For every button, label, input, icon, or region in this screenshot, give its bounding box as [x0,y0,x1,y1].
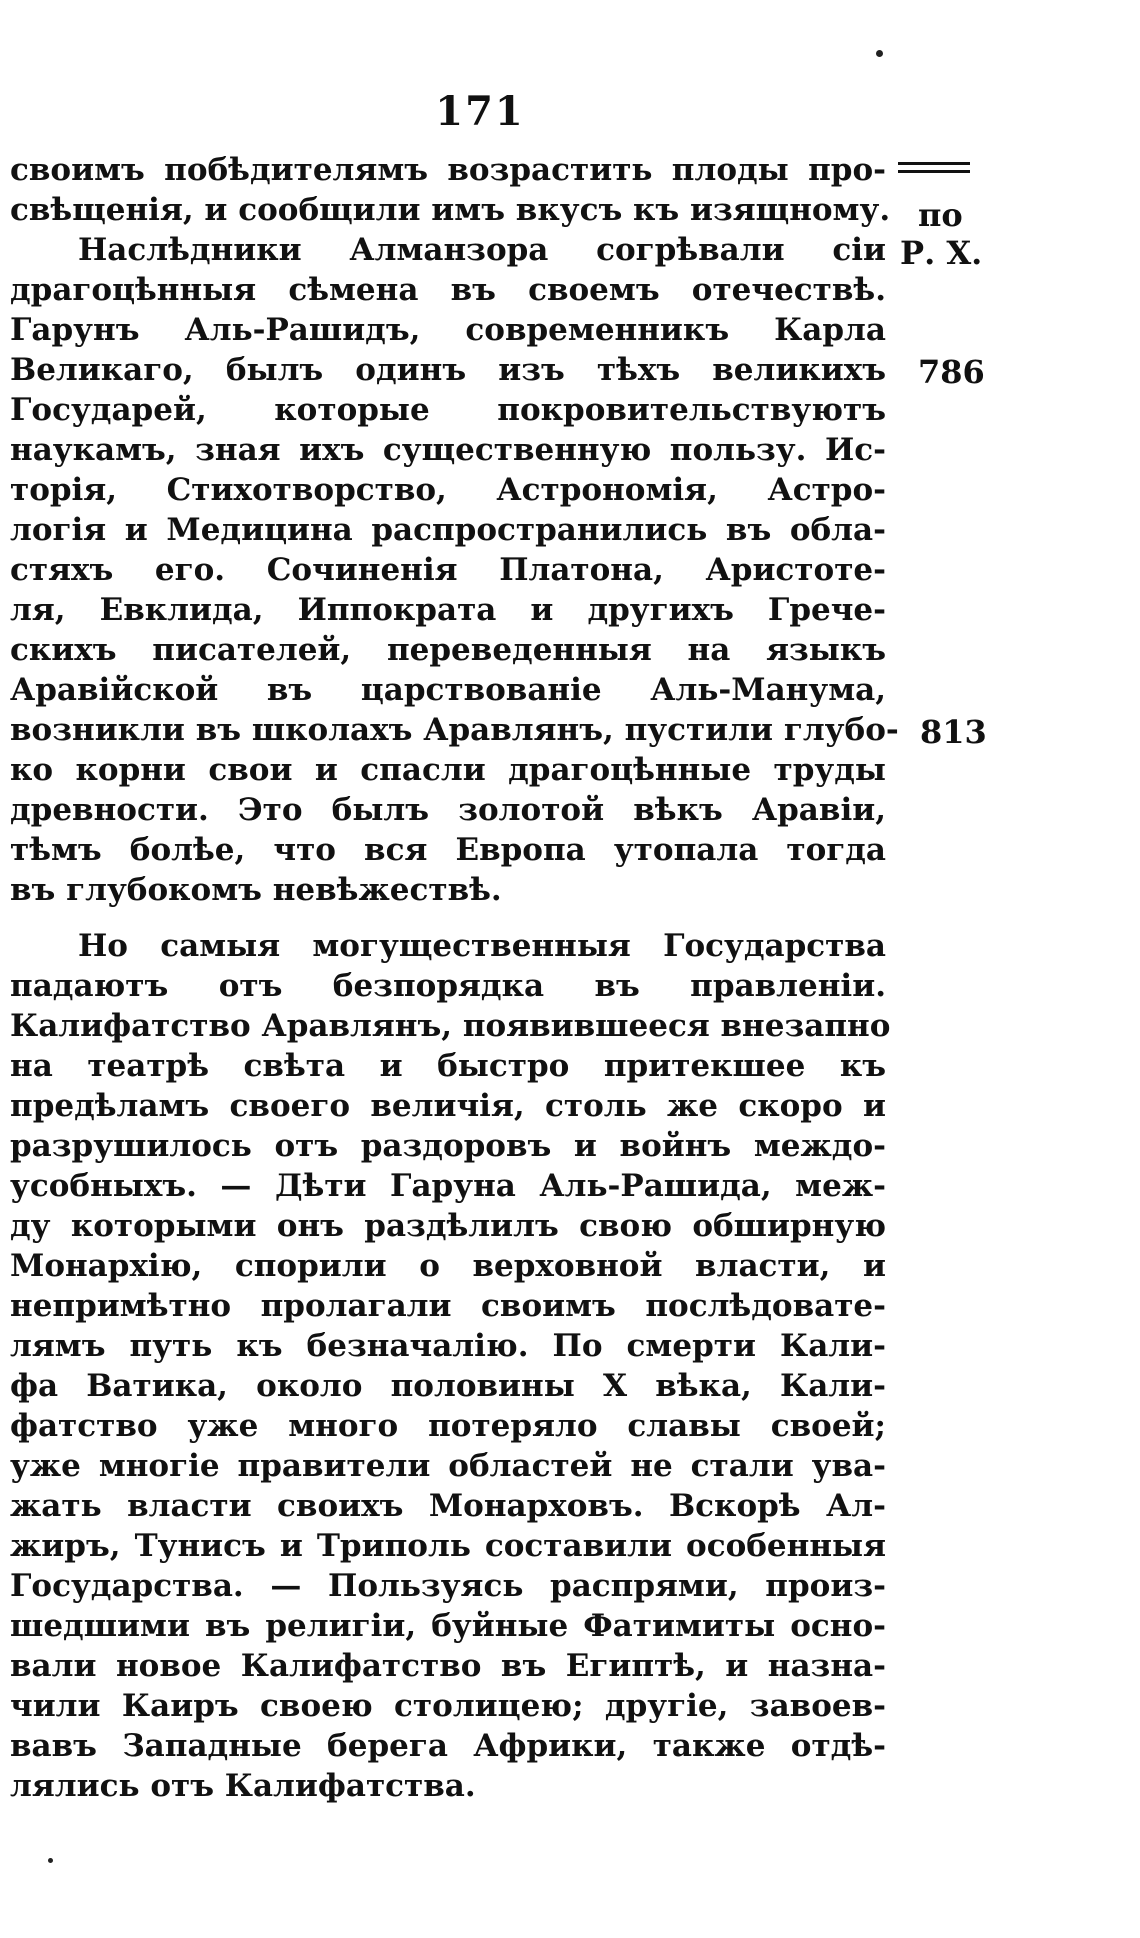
text-line: своимъ побѣдителямъ возрастить плоды про- [10,152,886,188]
text-line: въ глубокомъ невѣжествѣ. [10,872,502,908]
text-line: фа Ватика, около половины X вѣка, Кали- [10,1368,886,1404]
text-line: древности. Это былъ золотой вѣкъ Аравіи, [10,792,886,828]
margin-note-year-813: 813 [920,713,987,751]
text-line: лялись отъ Калифатства. [10,1768,476,1804]
text-line: усобныхъ. — Дѣти Гаруна Аль-Рашида, меж- [10,1168,886,1204]
text-line: возникли въ школахъ Аравлянъ, пустили глубо- [10,712,899,748]
ink-speck [876,50,883,57]
text-line: Государства. — Пользуясь распрями, произ- [10,1568,886,1604]
text-line: чили Каиръ своею столицею; другіе, завоев- [10,1688,886,1724]
text-line: свѣщенія, и сообщили имъ вкусъ къ изящному. [10,192,891,228]
text-line: Великаго, былъ одинъ изъ тѣхъ великихъ [10,352,886,388]
text-line: Монархію, спорили о верховной власти, и [10,1248,886,1284]
margin-rule [898,162,970,165]
text-line: Гарунъ Аль-Рашидъ, современникъ Карла [10,312,886,348]
text-line: шедшими въ религіи, буйные Фатимиты осно- [10,1608,886,1644]
text-line: жиръ, Тунисъ и Триполь составили особенныя [10,1528,886,1564]
text-line: фатство уже много потеряло славы своей; [10,1408,886,1444]
text-line: жать власти своихъ Монарховъ. Вскорѣ Ал- [10,1488,886,1524]
page-number: 171 [435,88,525,135]
text-line: драгоцѣнныя сѣмена въ своемъ отечествѣ. [10,272,886,308]
text-line: падаютъ отъ безпорядка въ правленіи. [10,968,886,1004]
text-line: логія и Медицина распространились въ обла- [10,512,886,548]
margin-note-po: по [918,196,963,234]
text-line: наукамъ, зная ихъ существенную пользу. Ис- [10,432,886,468]
text-line: предѣламъ своего величія, столь же скоро и [10,1088,886,1124]
text-line: ко корни свои и спасли драгоцѣнные труды [10,752,886,788]
text-line: стяхъ его. Сочиненія Платона, Аристоте- [10,552,886,588]
text-line: Аравійской въ царствованіе Аль-Манума, [10,672,886,708]
text-line: ля, Евклида, Иппократа и другихъ Грече- [10,592,886,628]
ink-speck [48,1858,53,1863]
text-line: скихъ писателей, переведенныя на языкъ [10,632,886,668]
margin-note-year-786: 786 [918,353,985,391]
text-line: непримѣтно пролагали своимъ послѣдовате- [10,1288,886,1324]
text-line: Калифатство Аравлянъ, появившееся внезапно [10,1008,891,1044]
text-line: уже многіе правители областей не стали ува- [10,1448,886,1484]
text-line: торія, Стихотворство, Астрономія, Астро- [10,472,886,508]
text-line: на театрѣ свѣта и быстро притекшее къ [10,1048,886,1084]
text-line: вали новое Калифатство въ Египтѣ, и назна- [10,1648,886,1684]
text-line: разрушилось отъ раздоровъ и войнъ междо- [10,1128,886,1164]
text-line: лямъ путь къ безначалію. По смерти Кали- [10,1328,886,1364]
text-line: Государей, которые покровительствуютъ [10,392,886,428]
text-line: тѣмъ болѣе, что вся Европа утопала тогда [10,832,886,868]
text-line: Наслѣдники Алманзора согрѣвали сіи [78,232,886,268]
text-line: Но самыя могущественныя Государства [78,928,886,964]
margin-note-rh: Р. Х. [900,234,983,272]
text-line: вавъ Западные берега Африки, также отдѣ- [10,1728,886,1764]
margin-rule [898,170,970,173]
text-line: ду которыми онъ раздѣлилъ свою обширную [10,1208,886,1244]
